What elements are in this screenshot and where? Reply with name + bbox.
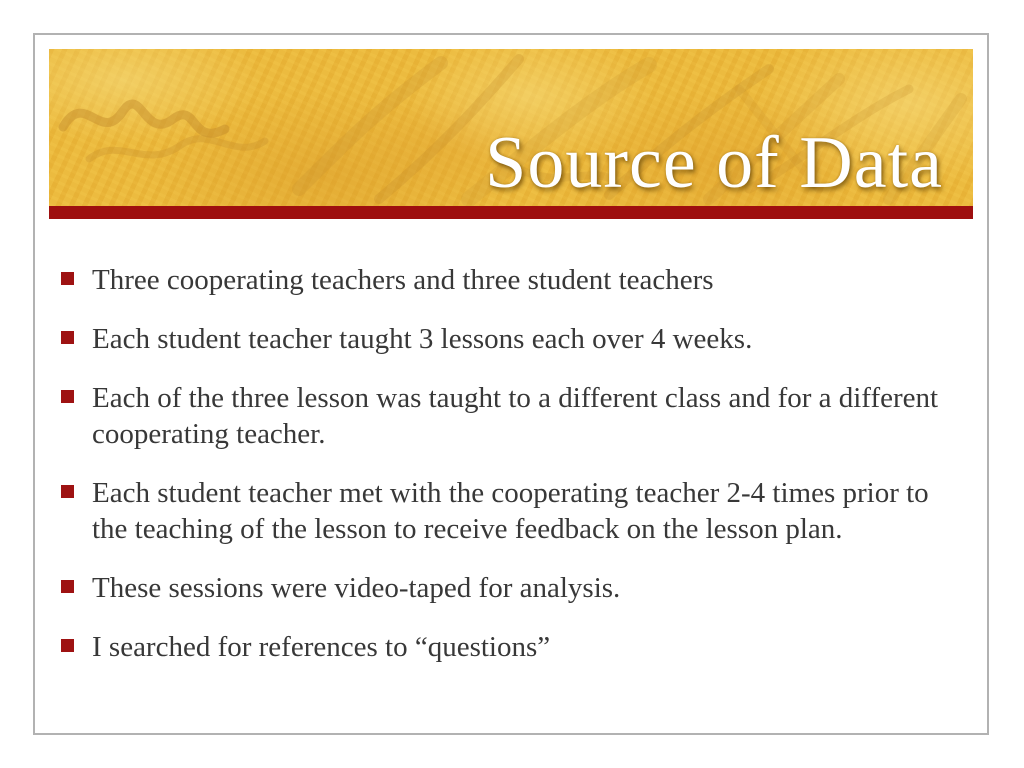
bullet-square-icon [61,331,74,344]
bullet-square-icon [61,390,74,403]
bullet-text: Each student teacher met with the cooperating teacher 2-4 times prior to the teaching of the lesson to receive feedback on the lesson plan. [92,477,929,545]
bullet-square-icon [61,485,74,498]
slide-title: Source of Data [485,122,943,204]
bullet-item [61,629,945,665]
title-banner [49,49,973,206]
bullet-text: Three cooperating teachers and three student teachers [92,264,714,296]
accent-bar [49,206,973,219]
bullet-item [61,380,945,452]
bullet-text: These sessions were video-taped for analysis. [92,572,621,604]
bullet-item [61,570,945,606]
bullet-item [61,262,945,298]
bullet-text: Each student teacher taught 3 lessons each over 4 weeks. [92,323,753,355]
bullet-list [61,262,945,688]
bullet-item [61,321,945,357]
bullet-square-icon [61,272,74,285]
bullet-square-icon [61,639,74,652]
bullet-text: I searched for references to “questions” [92,631,551,663]
bullet-text: Each of the three lesson was taught to a different class and for a different cooperating teacher. [92,382,939,450]
bullet-item [61,475,945,547]
slide [33,33,989,735]
bullet-square-icon [61,580,74,593]
